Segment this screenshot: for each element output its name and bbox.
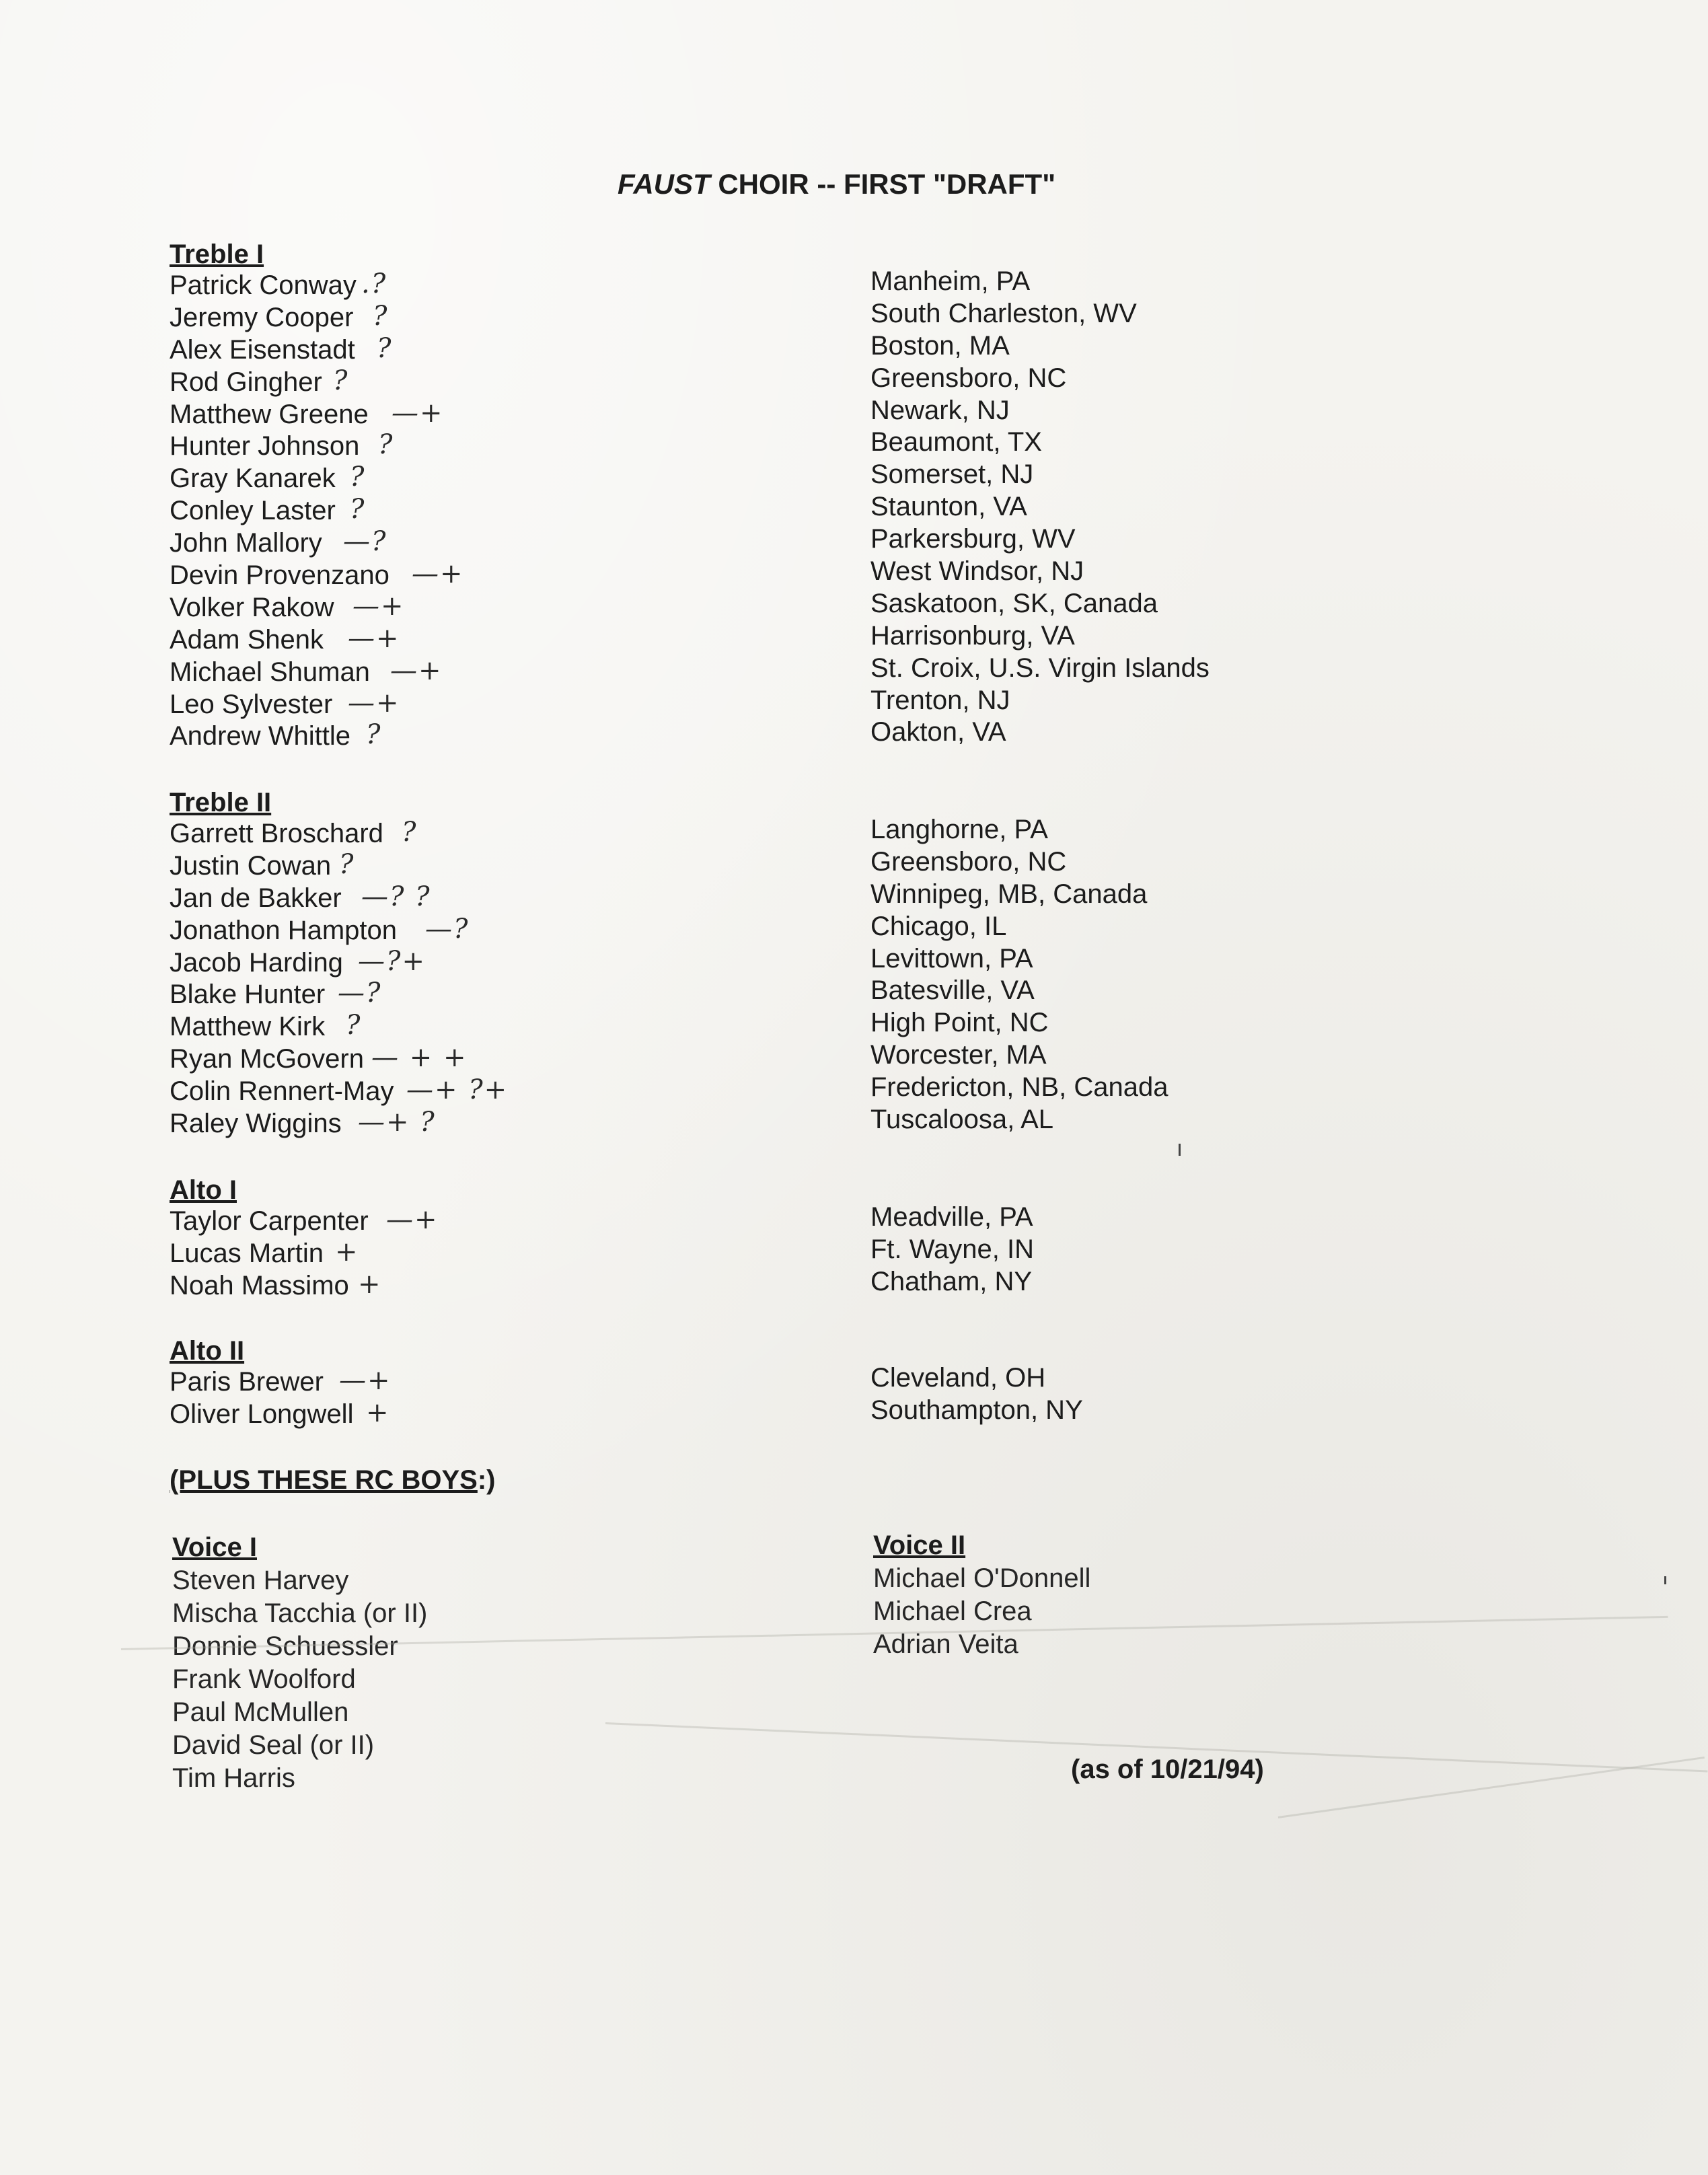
member-name: Conley Laster bbox=[170, 496, 336, 526]
member-name: Gray Kanarek bbox=[170, 464, 336, 494]
handwritten-mark: —+ bbox=[392, 397, 444, 429]
member-row bbox=[170, 911, 1582, 947]
handwritten-mark: —+ bbox=[386, 1204, 439, 1235]
member-location: Saskatoon, SK, Canada bbox=[870, 588, 1158, 618]
member-location: West Windsor, NJ bbox=[870, 556, 1084, 587]
handwritten-mark: —?+ bbox=[358, 945, 426, 977]
member-name: John Mallory bbox=[170, 528, 322, 558]
member-list bbox=[170, 815, 1582, 1140]
member-row bbox=[170, 1072, 1582, 1108]
handwritten-mark: ? bbox=[402, 817, 418, 848]
member-location: Fredericton, NB, Canada bbox=[870, 1072, 1168, 1103]
member-location: Chicago, IL bbox=[870, 911, 1007, 941]
stray-pen-mark bbox=[1179, 1144, 1181, 1156]
member-location: Newark, NJ bbox=[870, 395, 1010, 425]
member-name: Noah Massimo bbox=[170, 1270, 349, 1300]
member-location: Greensboro, NC bbox=[870, 363, 1067, 393]
title-faust: FAUST bbox=[618, 168, 710, 200]
member-row bbox=[170, 330, 1582, 367]
voice-2-list bbox=[873, 1528, 1090, 1661]
member-name: Andrew Whittle bbox=[170, 721, 350, 751]
voice-2-name: Adrian Veita bbox=[873, 1629, 1018, 1659]
member-name: Lucas Martin bbox=[170, 1238, 324, 1268]
member-row bbox=[170, 459, 1582, 495]
member-row bbox=[170, 588, 1582, 624]
member-row bbox=[170, 1395, 1582, 1431]
handwritten-mark: ? bbox=[346, 1010, 362, 1041]
member-location: Ft. Wayne, IN bbox=[870, 1234, 1035, 1264]
section-treble-2 bbox=[170, 787, 1582, 1140]
voice-1-name: Tim Harris bbox=[172, 1763, 295, 1793]
voice-1-list bbox=[172, 1531, 427, 1795]
member-row bbox=[170, 975, 1582, 1011]
section-heading: Treble II bbox=[170, 788, 272, 817]
voice-2-name: Michael O'Donnell bbox=[873, 1563, 1091, 1593]
as-of-date: (as of 10/21/94) bbox=[1071, 1755, 1264, 1784]
voice-1-name: Donnie Schuessler bbox=[172, 1631, 398, 1661]
member-location: Southampton, NY bbox=[870, 1395, 1083, 1425]
member-row bbox=[170, 266, 1582, 302]
member-name: Paris Brewer bbox=[170, 1367, 324, 1397]
handwritten-mark: —+ bbox=[412, 558, 464, 590]
member-location: South Charleston, WV bbox=[870, 298, 1137, 328]
member-location: Cleveland, OH bbox=[870, 1363, 1046, 1393]
handwritten-mark: —+ bbox=[390, 655, 443, 686]
section-treble-1 bbox=[170, 239, 1582, 753]
member-list bbox=[170, 1202, 1582, 1302]
section-heading: Alto I bbox=[170, 1175, 237, 1205]
member-row bbox=[170, 1105, 1582, 1140]
member-location: Tuscaloosa, AL bbox=[870, 1105, 1054, 1135]
handwritten-mark: —+ bbox=[348, 622, 400, 654]
member-row bbox=[170, 492, 1582, 527]
handwritten-mark: —? bbox=[425, 913, 470, 945]
paper-crease bbox=[1278, 1757, 1705, 1818]
member-location: Winnipeg, MB, Canada bbox=[870, 879, 1148, 909]
plus-note-rest: :) bbox=[477, 1465, 496, 1495]
voice-1-name: Steven Harvey bbox=[172, 1565, 349, 1595]
member-location: Boston, MA bbox=[870, 330, 1010, 361]
member-name: Taylor Carpenter bbox=[170, 1206, 369, 1236]
handwritten-mark: ? bbox=[339, 848, 355, 880]
section-heading: Alto II bbox=[170, 1336, 245, 1366]
member-location: Langhorne, PA bbox=[870, 815, 1048, 844]
member-name: Ryan McGovern bbox=[170, 1044, 364, 1074]
member-name: Jeremy Cooper bbox=[170, 302, 354, 332]
stray-pen-mark bbox=[1664, 1576, 1666, 1584]
member-location: Levittown, PA bbox=[870, 943, 1033, 973]
member-location: Trenton, NJ bbox=[870, 685, 1010, 715]
member-location: Worcester, MA bbox=[870, 1040, 1047, 1070]
member-location: Greensboro, NC bbox=[870, 846, 1067, 877]
member-row bbox=[170, 1266, 1582, 1302]
member-name: Jacob Harding bbox=[170, 947, 343, 978]
member-location: Chatham, NY bbox=[870, 1266, 1033, 1296]
handwritten-mark: ? bbox=[373, 300, 389, 332]
member-name: Jonathon Hampton bbox=[170, 915, 398, 945]
title-rest: CHOIR -- FIRST "DRAFT" bbox=[710, 168, 1056, 200]
handwritten-mark: ? bbox=[366, 719, 382, 751]
voice-1-name: Frank Woolford bbox=[172, 1664, 356, 1694]
member-row bbox=[170, 879, 1582, 915]
member-row bbox=[170, 524, 1582, 560]
member-location: St. Croix, U.S. Virgin Islands bbox=[870, 653, 1210, 683]
member-location: Batesville, VA bbox=[870, 975, 1035, 1006]
member-location: Meadville, PA bbox=[870, 1202, 1033, 1232]
handwritten-mark: ? bbox=[333, 365, 349, 396]
member-name: Michael Shuman bbox=[170, 657, 370, 687]
member-name: Volker Rakow bbox=[170, 592, 334, 622]
member-name: Colin Rennert-May bbox=[170, 1076, 394, 1107]
member-name: Raley Wiggins bbox=[170, 1109, 342, 1139]
handwritten-mark: —+ bbox=[352, 590, 405, 622]
handwritten-mark: ? bbox=[378, 429, 394, 461]
handwritten-mark: —+ bbox=[348, 687, 400, 718]
voice-1-heading: Voice I bbox=[172, 1533, 257, 1562]
voice-1-name: David Seal (or II) bbox=[172, 1730, 375, 1760]
page-title bbox=[0, 168, 1708, 200]
member-location: Parkersburg, WV bbox=[870, 524, 1076, 554]
member-row bbox=[170, 815, 1582, 850]
handwritten-mark: —+ ?+ bbox=[406, 1074, 509, 1106]
member-name: Patrick Conway bbox=[170, 270, 357, 300]
member-row bbox=[170, 556, 1582, 592]
member-row bbox=[170, 1040, 1582, 1076]
handwritten-mark: ? bbox=[377, 332, 393, 364]
member-location: Beaumont, TX bbox=[870, 427, 1042, 457]
handwritten-mark: —? bbox=[343, 526, 387, 558]
member-location: Oakton, VA bbox=[870, 717, 1006, 747]
voice-1-name: Mischa Tacchia (or II) bbox=[172, 1598, 428, 1628]
member-name: Garrett Broschard bbox=[170, 819, 383, 848]
member-name: Alex Eisenstadt bbox=[170, 334, 355, 365]
member-name: Oliver Longwell bbox=[170, 1399, 354, 1429]
member-row bbox=[170, 846, 1582, 883]
member-name: Jan de Bakker bbox=[170, 883, 342, 913]
member-name: Matthew Greene bbox=[170, 399, 369, 429]
member-name: Hunter Johnson bbox=[170, 431, 360, 462]
handwritten-mark: —? bbox=[338, 978, 382, 1009]
member-row bbox=[170, 363, 1582, 399]
member-row bbox=[170, 1008, 1582, 1043]
member-location: Staunton, VA bbox=[870, 492, 1027, 522]
handwritten-mark: + bbox=[366, 1397, 390, 1428]
member-name: Leo Sylvester bbox=[170, 689, 333, 719]
member-name: Justin Cowan bbox=[170, 850, 332, 881]
member-row bbox=[170, 1202, 1582, 1238]
voice-2-heading: Voice II bbox=[873, 1531, 966, 1560]
plus-note-underlined: (PLUS THESE RC BOYS bbox=[170, 1465, 478, 1495]
section-alto-1 bbox=[170, 1175, 1582, 1302]
handwritten-mark: ? bbox=[350, 494, 366, 525]
handwritten-mark: + bbox=[335, 1236, 359, 1267]
member-row bbox=[170, 427, 1582, 463]
member-row bbox=[170, 717, 1582, 753]
section-alto-2 bbox=[170, 1335, 1582, 1431]
handwritten-mark: ? bbox=[350, 462, 366, 493]
plus-rc-boys-note bbox=[170, 1465, 495, 1496]
voice-2-name: Michael Crea bbox=[873, 1596, 1032, 1626]
member-row bbox=[170, 298, 1582, 334]
member-name: Matthew Kirk bbox=[170, 1012, 326, 1042]
member-row bbox=[170, 620, 1582, 657]
member-row bbox=[170, 653, 1582, 689]
member-list bbox=[170, 1363, 1582, 1431]
member-name: Rod Gingher bbox=[170, 367, 322, 397]
member-row bbox=[170, 1363, 1582, 1399]
member-row bbox=[170, 395, 1582, 431]
member-location: Harrisonburg, VA bbox=[870, 620, 1075, 651]
handwritten-mark: —? ? bbox=[361, 881, 431, 912]
handwritten-mark: — + + bbox=[371, 1042, 468, 1074]
handwritten-mark: —+ bbox=[339, 1365, 392, 1396]
voice-1-name: Paul McMullen bbox=[172, 1697, 349, 1727]
member-list bbox=[170, 266, 1582, 753]
member-location: High Point, NC bbox=[870, 1008, 1049, 1038]
member-name: Blake Hunter bbox=[170, 980, 326, 1010]
handwritten-mark: —+ ? bbox=[358, 1107, 436, 1138]
member-name: Devin Provenzano bbox=[170, 560, 389, 591]
handwritten-mark: .? bbox=[361, 268, 387, 299]
member-location: Somerset, NJ bbox=[870, 459, 1034, 490]
member-row bbox=[170, 1234, 1582, 1270]
member-location: Manheim, PA bbox=[870, 266, 1031, 296]
section-heading: Treble I bbox=[170, 239, 264, 269]
member-row bbox=[170, 685, 1582, 721]
member-row bbox=[170, 943, 1582, 980]
member-name: Adam Shenk bbox=[170, 624, 324, 655]
handwritten-mark: + bbox=[358, 1268, 382, 1300]
